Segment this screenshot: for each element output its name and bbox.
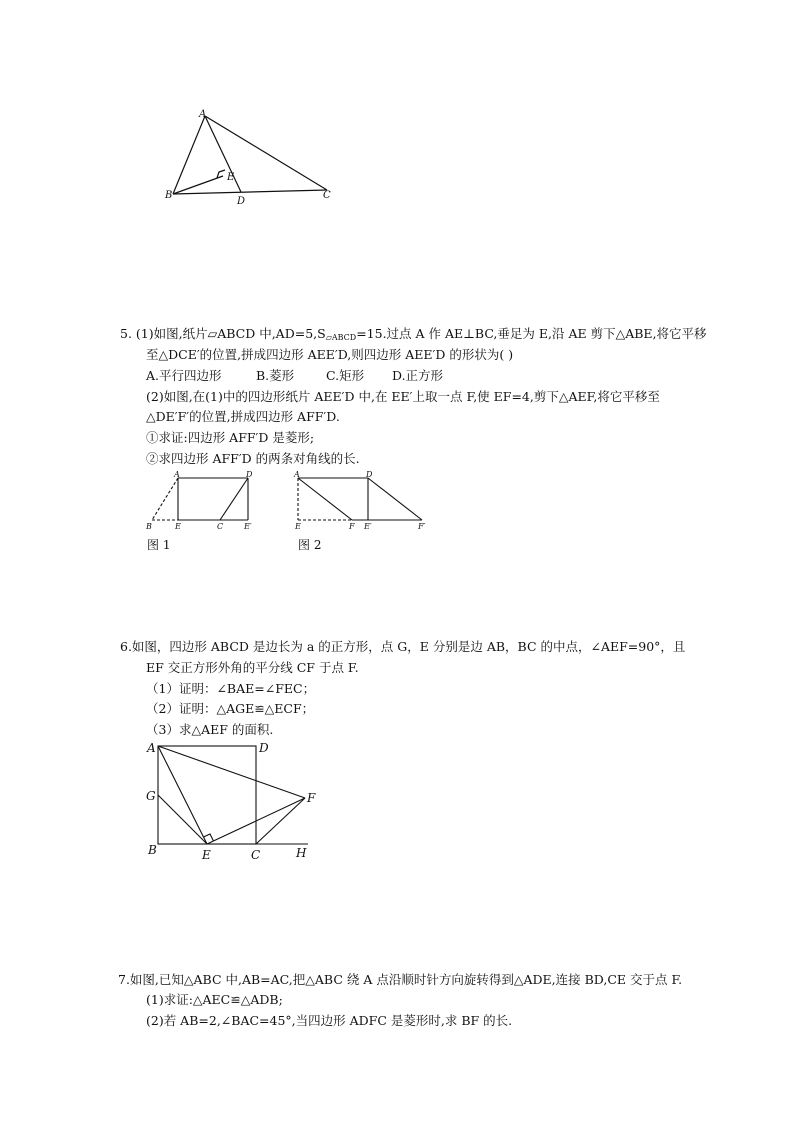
label-A: A	[199, 109, 207, 120]
label-B: B	[165, 190, 173, 201]
label-A: A	[174, 470, 180, 479]
label-C: C	[217, 522, 224, 531]
segment-df-prime	[368, 478, 422, 520]
q5-figure-1-caption: 图 1	[147, 538, 171, 552]
q6-line-4: （2）证明：△AGE≌△ECF；	[146, 701, 315, 716]
segment-be	[173, 176, 223, 194]
segment-ac	[205, 116, 327, 190]
square-abcd	[158, 746, 256, 844]
label-E-prime: E′	[364, 522, 372, 531]
q6-line-5: （3）求△AEF 的面积.	[146, 722, 274, 737]
q6-line-1: 6.如图，四边形 ABCD 是边长为 a 的正方形，点 G，E 分别是边 AB，BC 的中点，∠AEF=90°，且	[120, 639, 686, 654]
q5-line-2: 至△DCE′的位置,拼成四边形 AEE′D,则四边形 AEE′D 的形状为( )	[146, 347, 514, 362]
q7-line-1: 7.如图,已知△ABC 中,AB=AC,把△ABC 绕 A 点沿顺时针方向旋转得到△ADE,连接 BD,CE 交于点 F.	[118, 972, 683, 987]
label-F: F	[349, 522, 355, 531]
q5-line-4: (2)如图,在(1)中的四边形纸片 AEE′D 中,在 EE′上取一点 F,使 EF=4,剪下△AEF,将它平移至	[146, 389, 660, 404]
q5-figure-2-svg	[292, 470, 437, 532]
label-B: B	[148, 843, 157, 857]
q5-figure-1	[142, 470, 267, 532]
segment-af	[298, 478, 352, 520]
q6-figure-square-svg	[140, 740, 320, 865]
q5-options	[146, 368, 443, 384]
q5-area-subscript: ▱ABCD	[325, 333, 357, 342]
q5-option-a: A.平行四边形	[146, 368, 222, 383]
q5-figure-1-svg	[142, 470, 267, 532]
label-A: A	[147, 741, 156, 755]
label-F: F	[307, 791, 316, 805]
q7-line-3: (2)若 AB=2,∠BAC=45°,当四边形 ADFC 是菱形时,求 BF 的长.	[146, 1013, 513, 1028]
q5-line-6: ①求证:四边形 AFF′D 是菱形;	[146, 430, 315, 445]
segment-cf	[256, 798, 305, 844]
label-G: G	[146, 789, 156, 803]
q6-line-3: （1）证明：∠BAE=∠FEC；	[146, 681, 316, 696]
label-D: D	[246, 470, 253, 479]
label-C: C	[323, 190, 331, 201]
q6-figure-square	[140, 740, 320, 865]
q5-figure-2	[292, 470, 437, 532]
label-B: B	[146, 522, 152, 531]
q5-figure-2-caption: 图 2	[298, 538, 322, 552]
q6-line-2: EF 交正方形外角的平分线 CF 于点 F.	[146, 660, 359, 675]
label-C: C	[251, 848, 261, 862]
label-H: H	[296, 846, 307, 860]
label-E: E	[175, 522, 181, 531]
label-D: D	[259, 741, 269, 755]
q5-line-7: ②求四边形 AFF′D 的两条对角线的长.	[146, 451, 360, 466]
q5-line-1: 5. (1)如图,纸片▱ABCD 中$,AD=5,S_{▱ABCD}=15$.过点 A 作 AE⊥BC,垂足为 E,沿 AE 剪下△ABE,将它平移	[120, 326, 707, 342]
segment-bc	[173, 190, 327, 194]
q7-line-2: (1)求证:△AEC≌△ADB;	[146, 992, 283, 1007]
label-F-prime: F′	[418, 522, 426, 531]
figure-triangle-abc-svg	[165, 108, 340, 206]
segment-ge	[158, 795, 207, 844]
dashed-segment-ab	[152, 478, 178, 520]
segment-ab	[173, 116, 205, 194]
label-E: E	[295, 522, 301, 531]
q5-option-d: D.正方形	[392, 368, 444, 383]
q5-option-c: C.矩形	[326, 368, 365, 383]
label-D: D	[366, 470, 373, 479]
figure-triangle-abc	[165, 108, 340, 206]
segment-dc	[220, 478, 248, 520]
label-E-prime: E′	[244, 522, 252, 531]
label-D: D	[237, 196, 246, 207]
q5-line-5: △DE′F′的位置,拼成四边形 AFF′D.	[146, 409, 340, 424]
label-A: A	[294, 470, 300, 479]
label-E: E	[202, 848, 211, 862]
label-E: E	[227, 172, 235, 183]
q5-option-b: B.菱形	[256, 368, 295, 383]
